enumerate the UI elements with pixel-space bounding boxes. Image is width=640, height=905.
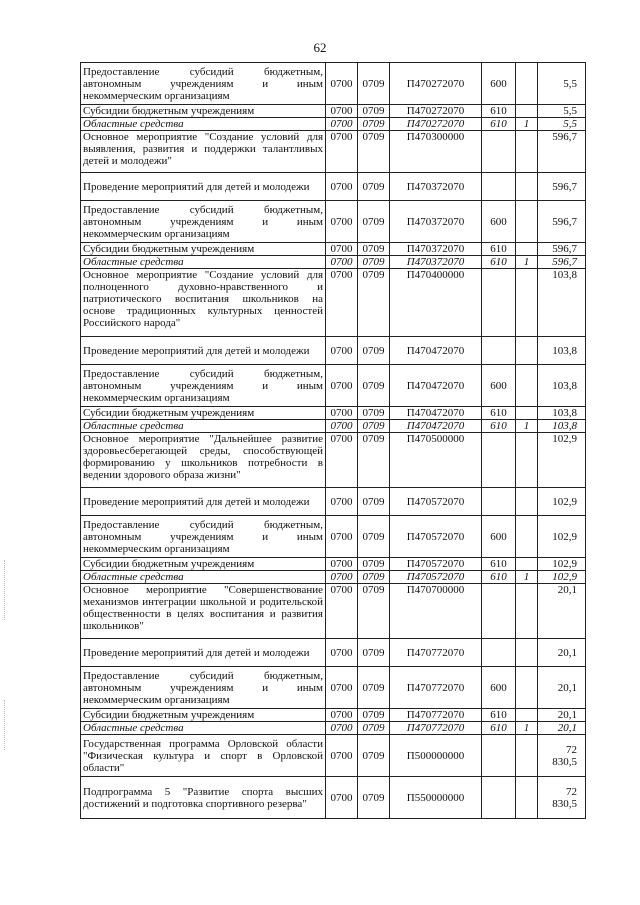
cell-section: 0700	[326, 571, 358, 584]
table-row	[81, 667, 586, 709]
cell-subsection: 0709	[358, 173, 390, 201]
cell-expense-kind: 610	[482, 256, 516, 269]
cell-section: 0700	[326, 488, 358, 516]
table-row	[81, 105, 586, 118]
cell-funding-source	[516, 558, 538, 571]
cell-funding-source	[516, 337, 538, 365]
cell-expense-kind	[482, 433, 516, 488]
cell-target-article: П470500000	[390, 433, 482, 488]
left-margin-mark	[4, 700, 6, 750]
cell-expense-kind	[482, 735, 516, 777]
cell-amount: 20,1	[538, 584, 586, 639]
cell-funding-source	[516, 667, 538, 709]
table-row	[81, 584, 586, 639]
cell-target-article: П470572070	[390, 571, 482, 584]
cell-expense-kind: 610	[482, 558, 516, 571]
table-row	[81, 639, 586, 667]
cell-amount: 596,7	[538, 243, 586, 256]
cell-target-article: П470472070	[390, 407, 482, 420]
cell-amount: 103,8	[538, 365, 586, 407]
cell-subsection: 0709	[358, 558, 390, 571]
cell-funding-source	[516, 105, 538, 118]
table-row	[81, 201, 586, 243]
cell-expense-kind	[482, 269, 516, 337]
cell-subsection: 0709	[358, 131, 390, 173]
cell-target-article: П470272070	[390, 105, 482, 118]
table-row	[81, 433, 586, 488]
cell-amount: 596,7	[538, 131, 586, 173]
cell-target-article: П470572070	[390, 558, 482, 571]
cell-subsection: 0709	[358, 269, 390, 337]
cell-funding-source	[516, 584, 538, 639]
cell-amount: 596,7	[538, 256, 586, 269]
cell-section: 0700	[326, 243, 358, 256]
cell-name: Проведение мероприятий для детей и молодежи	[81, 639, 326, 667]
cell-funding-source	[516, 407, 538, 420]
cell-section: 0700	[326, 269, 358, 337]
cell-amount: 20,1	[538, 667, 586, 709]
table-row	[81, 173, 586, 201]
cell-expense-kind: 600	[482, 365, 516, 407]
cell-name: Проведение мероприятий для детей и молодежи	[81, 173, 326, 201]
table-row	[81, 558, 586, 571]
left-margin-mark	[4, 560, 6, 620]
cell-name: Областные средства	[81, 420, 326, 433]
cell-section: 0700	[326, 516, 358, 558]
table-row	[81, 722, 586, 735]
cell-expense-kind: 610	[482, 722, 516, 735]
cell-target-article: П470772070	[390, 639, 482, 667]
cell-section: 0700	[326, 584, 358, 639]
cell-name: Подпрограмма 5 "Развитие спорта высших достижений и подготовка спортивного резерва"	[81, 777, 326, 819]
cell-name: Проведение мероприятий для детей и молодежи	[81, 337, 326, 365]
cell-name: Предоставление субсидий бюджетным, автономным учреждениям и иным некоммерческим организациям	[81, 63, 326, 105]
cell-target-article: П470472070	[390, 337, 482, 365]
cell-target-article: П470372070	[390, 256, 482, 269]
cell-expense-kind: 600	[482, 667, 516, 709]
cell-funding-source	[516, 735, 538, 777]
table-row	[81, 365, 586, 407]
cell-expense-kind: 610	[482, 571, 516, 584]
cell-subsection: 0709	[358, 584, 390, 639]
cell-target-article: П470572070	[390, 516, 482, 558]
cell-subsection: 0709	[358, 488, 390, 516]
cell-funding-source: 1	[516, 256, 538, 269]
cell-funding-source	[516, 777, 538, 819]
cell-amount: 5,5	[538, 105, 586, 118]
cell-subsection: 0709	[358, 256, 390, 269]
cell-target-article: П470472070	[390, 365, 482, 407]
cell-section: 0700	[326, 639, 358, 667]
cell-amount: 102,9	[538, 558, 586, 571]
table-row	[81, 63, 586, 105]
cell-name: Основное мероприятие "Создание условий для выявления, развития и поддержки талантливых детей и молодежи"	[81, 131, 326, 173]
cell-target-article: П470700000	[390, 584, 482, 639]
cell-funding-source	[516, 243, 538, 256]
cell-amount: 103,8	[538, 337, 586, 365]
cell-name: Проведение мероприятий для детей и молодежи	[81, 488, 326, 516]
cell-subsection: 0709	[358, 63, 390, 105]
cell-amount: 20,1	[538, 639, 586, 667]
cell-subsection: 0709	[358, 777, 390, 819]
cell-name: Основное мероприятие "Совершенствование механизмов интеграции школьной и родительской общественности в целях воспитания и развития школьников"	[81, 584, 326, 639]
cell-expense-kind: 610	[482, 243, 516, 256]
cell-amount: 596,7	[538, 201, 586, 243]
table-row	[81, 420, 586, 433]
cell-section: 0700	[326, 735, 358, 777]
cell-funding-source	[516, 173, 538, 201]
cell-funding-source	[516, 365, 538, 407]
cell-expense-kind	[482, 639, 516, 667]
cell-section: 0700	[326, 105, 358, 118]
cell-target-article: П500000000	[390, 735, 482, 777]
cell-section: 0700	[326, 777, 358, 819]
cell-section: 0700	[326, 173, 358, 201]
cell-amount: 5,5	[538, 118, 586, 131]
cell-section: 0700	[326, 420, 358, 433]
cell-expense-kind: 610	[482, 105, 516, 118]
cell-section: 0700	[326, 337, 358, 365]
cell-section: 0700	[326, 433, 358, 488]
cell-expense-kind: 610	[482, 709, 516, 722]
cell-section: 0700	[326, 558, 358, 571]
table-row	[81, 256, 586, 269]
cell-subsection: 0709	[358, 118, 390, 131]
cell-funding-source	[516, 269, 538, 337]
cell-section: 0700	[326, 365, 358, 407]
cell-amount: 103,8	[538, 269, 586, 337]
cell-amount: 103,8	[538, 407, 586, 420]
cell-name: Областные средства	[81, 118, 326, 131]
cell-subsection: 0709	[358, 201, 390, 243]
cell-subsection: 0709	[358, 105, 390, 118]
table-row	[81, 407, 586, 420]
cell-funding-source	[516, 639, 538, 667]
cell-expense-kind	[482, 777, 516, 819]
cell-name: Субсидии бюджетным учреждениям	[81, 407, 326, 420]
cell-expense-kind: 610	[482, 407, 516, 420]
cell-section: 0700	[326, 722, 358, 735]
table-row	[81, 516, 586, 558]
cell-funding-source: 1	[516, 118, 538, 131]
cell-expense-kind	[482, 173, 516, 201]
table-row	[81, 337, 586, 365]
cell-subsection: 0709	[358, 735, 390, 777]
table-row	[81, 131, 586, 173]
cell-subsection: 0709	[358, 639, 390, 667]
cell-section: 0700	[326, 201, 358, 243]
cell-subsection: 0709	[358, 420, 390, 433]
cell-name: Основное мероприятие "Дальнейшее развитие здоровьесберегающей среды, способствующей формированию у школьников потребности в ведении здорового образа жизни"	[81, 433, 326, 488]
cell-section: 0700	[326, 131, 358, 173]
cell-funding-source: 1	[516, 722, 538, 735]
cell-funding-source	[516, 516, 538, 558]
table-row	[81, 709, 586, 722]
cell-target-article: П470400000	[390, 269, 482, 337]
table-row	[81, 735, 586, 777]
cell-amount: 20,1	[538, 709, 586, 722]
cell-amount: 102,9	[538, 516, 586, 558]
cell-expense-kind: 600	[482, 63, 516, 105]
table-row	[81, 269, 586, 337]
cell-expense-kind	[482, 131, 516, 173]
cell-target-article: П470372070	[390, 173, 482, 201]
cell-target-article: П470372070	[390, 201, 482, 243]
cell-name: Предоставление субсидий бюджетным, автономным учреждениям и иным некоммерческим организациям	[81, 516, 326, 558]
cell-name: Субсидии бюджетным учреждениям	[81, 105, 326, 118]
cell-target-article: П470772070	[390, 667, 482, 709]
page-number: 62	[313, 40, 327, 55]
cell-subsection: 0709	[358, 516, 390, 558]
cell-amount: 72 830,5	[538, 777, 586, 819]
cell-subsection: 0709	[358, 243, 390, 256]
budget-table	[80, 62, 586, 819]
cell-name: Субсидии бюджетным учреждениям	[81, 709, 326, 722]
cell-target-article: П470272070	[390, 63, 482, 105]
cell-target-article: П470372070	[390, 243, 482, 256]
cell-subsection: 0709	[358, 433, 390, 488]
cell-expense-kind	[482, 584, 516, 639]
cell-expense-kind	[482, 488, 516, 516]
cell-section: 0700	[326, 63, 358, 105]
cell-name: Субсидии бюджетным учреждениям	[81, 558, 326, 571]
table-row	[81, 571, 586, 584]
cell-subsection: 0709	[358, 407, 390, 420]
cell-subsection: 0709	[358, 337, 390, 365]
cell-expense-kind	[482, 337, 516, 365]
cell-amount: 102,9	[538, 433, 586, 488]
cell-section: 0700	[326, 709, 358, 722]
cell-funding-source	[516, 709, 538, 722]
cell-funding-source: 1	[516, 571, 538, 584]
cell-amount: 20,1	[538, 722, 586, 735]
cell-amount: 102,9	[538, 488, 586, 516]
cell-name: Предоставление субсидий бюджетным, автономным учреждениям и иным некоммерческим организациям	[81, 365, 326, 407]
cell-target-article: П470772070	[390, 722, 482, 735]
cell-name: Основное мероприятие "Создание условий для полноценного духовно-нравственного и патриотического воспитания школьников на основе традиционных культурных ценностей Российского народа"	[81, 269, 326, 337]
cell-target-article: П470272070	[390, 118, 482, 131]
cell-section: 0700	[326, 256, 358, 269]
budget-table-body	[81, 63, 586, 819]
cell-expense-kind: 610	[482, 118, 516, 131]
table-row	[81, 777, 586, 819]
cell-subsection: 0709	[358, 709, 390, 722]
cell-name: Субсидии бюджетным учреждениям	[81, 243, 326, 256]
cell-subsection: 0709	[358, 667, 390, 709]
table-row	[81, 488, 586, 516]
cell-name: Предоставление субсидий бюджетным, автономным учреждениям и иным некоммерческим организациям	[81, 201, 326, 243]
cell-amount: 596,7	[538, 173, 586, 201]
cell-name: Предоставление субсидий бюджетным, автономным учреждениям и иным некоммерческим организациям	[81, 667, 326, 709]
cell-name: Областные средства	[81, 722, 326, 735]
cell-target-article: П470300000	[390, 131, 482, 173]
cell-funding-source	[516, 488, 538, 516]
cell-section: 0700	[326, 407, 358, 420]
cell-funding-source: 1	[516, 420, 538, 433]
cell-subsection: 0709	[358, 365, 390, 407]
cell-subsection: 0709	[358, 722, 390, 735]
table-row	[81, 243, 586, 256]
cell-section: 0700	[326, 667, 358, 709]
cell-expense-kind: 600	[482, 516, 516, 558]
cell-name: Государственная программа Орловской области "Физическая культура и спорт в Орловской области"	[81, 735, 326, 777]
cell-expense-kind: 610	[482, 420, 516, 433]
cell-funding-source	[516, 63, 538, 105]
cell-expense-kind: 600	[482, 201, 516, 243]
cell-target-article: П550000000	[390, 777, 482, 819]
cell-amount: 5,5	[538, 63, 586, 105]
cell-target-article: П470572070	[390, 488, 482, 516]
cell-target-article: П470772070	[390, 709, 482, 722]
cell-target-article: П470472070	[390, 420, 482, 433]
cell-funding-source	[516, 201, 538, 243]
cell-section: 0700	[326, 118, 358, 131]
cell-amount: 102,9	[538, 571, 586, 584]
cell-amount: 72 830,5	[538, 735, 586, 777]
cell-subsection: 0709	[358, 571, 390, 584]
cell-name: Областные средства	[81, 256, 326, 269]
cell-funding-source	[516, 433, 538, 488]
cell-name: Областные средства	[81, 571, 326, 584]
table-row	[81, 118, 586, 131]
cell-funding-source	[516, 131, 538, 173]
cell-amount: 103,8	[538, 420, 586, 433]
